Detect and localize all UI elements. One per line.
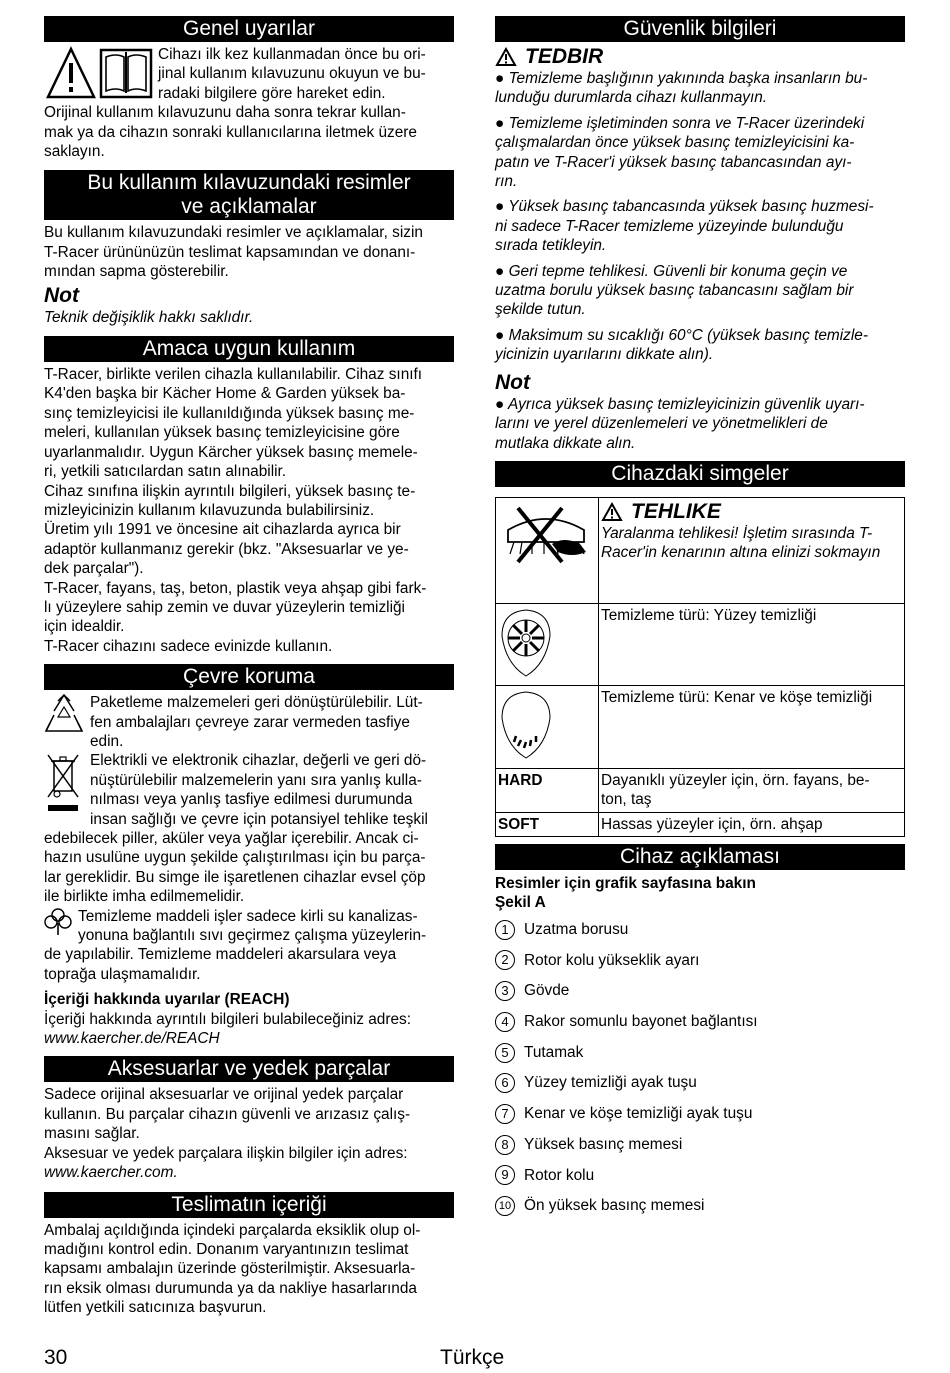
text-line: Elektrikli ve elektronik cihazlar, değerli ve geri dö- bbox=[90, 752, 427, 770]
text-line: lı yüzeylere sahip zemin ve duvar yüzeylerin temizliği bbox=[44, 598, 405, 616]
warning-triangle-book-icon bbox=[44, 45, 154, 101]
recycle-notice bbox=[44, 693, 454, 751]
crossed-bin-icon bbox=[44, 751, 84, 817]
text-line: radaki bilgilere göre hareket edin. bbox=[158, 84, 386, 102]
text-line: Dayanıklı yüzeyler için, örn. fayans, be- bbox=[601, 771, 870, 789]
text-line: edin. bbox=[90, 732, 124, 750]
text-line: çalışmalardan önce yüksek basınç temizleyicisini ka- bbox=[495, 134, 855, 152]
soft-text: Hassas yüzeyler için, örn. ahşap bbox=[599, 812, 905, 836]
text-line: lunduğu durumlarda cihazı kullanmayın. bbox=[495, 89, 768, 107]
section-title-safety: Güvenlik bilgileri bbox=[495, 16, 905, 42]
text-line: mizleyicinizin kullanım kılavuzunda bulabilirsiniz. bbox=[44, 501, 375, 519]
reach-text: İçeriği hakkında ayrıntılı bilgileri bulabileceğiniz adres: bbox=[44, 1010, 412, 1028]
title-line: ve açıklamalar bbox=[181, 195, 317, 219]
section-title-intended-use: Amaca uygun kullanım bbox=[44, 336, 454, 362]
section-title-device-symbols: Cihazdaki simgeler bbox=[495, 461, 905, 487]
table-row bbox=[496, 497, 905, 603]
text-line: ● Temizleme başlığının yakınında başka insanların bu- bbox=[495, 70, 868, 87]
danger-label: TEHLIKE bbox=[631, 499, 721, 523]
text-line: sırada tetikleyin. bbox=[495, 237, 607, 255]
item-number: 9 bbox=[495, 1165, 515, 1185]
reach-heading: İçeriği hakkında uyarılar (REACH) bbox=[44, 991, 290, 1009]
text-line: nılması veya yanlış tasfiye edilmesi durumunda bbox=[90, 791, 413, 809]
detergent-notice bbox=[44, 907, 454, 946]
safety-bullet bbox=[495, 262, 905, 320]
text-line: larını ve yerel düzenlemeleri ve yönetmelikleri de bbox=[495, 415, 828, 433]
soft-label: SOFT bbox=[496, 812, 599, 836]
text-line: Cihaz sınıfına ilişkin ayrıntılı bilgileri, yüksek basınç te- bbox=[44, 482, 416, 500]
text-line: Üretim yılı 1991 ve öncesine ait cihazlarda ayrıca bir bbox=[44, 521, 401, 539]
item-number: 2 bbox=[495, 950, 515, 970]
text-line: Ambalaj açıldığında içindeki parçalarda eksiklik olup ol- bbox=[44, 1221, 421, 1239]
text-line: ni sadece T-Racer temizleme yüzeyinde bulunduğu bbox=[495, 217, 844, 235]
item-label: Gövde bbox=[524, 982, 570, 1000]
text-line: Orijinal kullanım kılavuzunu daha sonra tekrar kullan- bbox=[44, 104, 406, 122]
text-line: fen ambalajları çevreye zarar vermeden tasfiye bbox=[90, 713, 410, 731]
item-label: Yüksek basınç memesi bbox=[524, 1135, 683, 1153]
text-line: Paketleme malzemeleri geri dönüştürülebilir. Lüt- bbox=[90, 694, 423, 712]
text-line: K4'den başka bir Kächer Home & Garden yüksek ba- bbox=[44, 385, 406, 403]
text-line: Aksesuar ve yedek parçalara ilişkin bilgiler için adres: bbox=[44, 1144, 408, 1162]
text-line: ile birlikte imha edilmemelidir. bbox=[44, 888, 245, 906]
text-line: uyarlanmalıdır. Uygun Kärcher yüksek basınç memele- bbox=[44, 443, 418, 461]
item-label: Rotor kolu bbox=[524, 1166, 595, 1184]
edge-cleaning-pictogram-cell bbox=[496, 686, 599, 768]
text-line: kullanın. Bu parçalar cihazın güvenli ve arızasız çalış- bbox=[44, 1105, 411, 1123]
text-line: T-Racer ürününüzün teslimat kapsamından ve donanı- bbox=[44, 243, 416, 261]
warning-and-manual-icons bbox=[44, 45, 158, 103]
note-text: Teknik değişiklik hakkı saklıdır. bbox=[44, 308, 254, 326]
text-line: mından sapma gösterebilir. bbox=[44, 263, 229, 281]
surface-cleaning-pictogram-cell bbox=[496, 603, 599, 685]
detergent-icon-box bbox=[44, 907, 78, 946]
text-line: sınç temizleyicisi ile kullanıldığında yüksek basınç me- bbox=[44, 404, 415, 422]
text-line: kapsamı ambalajın üzerinde gösterilmiştir. Aksesuarla- bbox=[44, 1260, 416, 1278]
text-line: ● Temizleme işletiminden sonra ve T-Racer üzerindeki bbox=[495, 114, 865, 132]
item-label: Uzatma borusu bbox=[524, 921, 629, 939]
section-title-scope-of-delivery: Teslimatın içeriği bbox=[44, 1192, 454, 1218]
list-item bbox=[495, 1043, 905, 1063]
caution-label: TEDBIR bbox=[525, 45, 604, 68]
language-label: Türkçe bbox=[440, 1346, 505, 1369]
item-label: Ön yüksek basınç memesi bbox=[524, 1197, 705, 1215]
table-row bbox=[496, 603, 905, 685]
danger-pictogram-cell bbox=[496, 497, 599, 603]
note-bullet bbox=[495, 395, 905, 453]
text-line: jinal kullanım kılavuzunu okuyun ve bu- bbox=[158, 65, 426, 83]
item-number: 10 bbox=[495, 1196, 515, 1216]
right-column bbox=[495, 16, 905, 1227]
text-line: ton, taş bbox=[601, 791, 652, 809]
text-line: rın. bbox=[495, 173, 518, 191]
section-title-pictures bbox=[44, 170, 454, 220]
warning-triangle-icon bbox=[601, 502, 623, 522]
table-row bbox=[496, 686, 905, 768]
text-line: Sadece orijinal aksesuarlar ve orijinal yedek parçalar bbox=[44, 1086, 404, 1104]
text-line: uzatma borulu yüksek basınç tabancasını sağlam bir bbox=[495, 282, 854, 300]
section-title-environment: Çevre koruma bbox=[44, 664, 454, 690]
text-line: insan sağlığı ve çevre için potansiyel tehlike teşkil bbox=[90, 810, 428, 828]
text-line: rın eksik olması durumunda ya da nakliye hasarlarında bbox=[44, 1279, 417, 1297]
item-number: 5 bbox=[495, 1043, 515, 1063]
title-line: Bu kullanım kılavuzundaki resimler bbox=[87, 171, 411, 195]
note-heading: Not bbox=[44, 283, 79, 307]
safety-bullet bbox=[495, 69, 905, 108]
section-title-accessories: Aksesuarlar ve yedek parçalar bbox=[44, 1056, 454, 1082]
recycle-icon-box bbox=[44, 693, 90, 751]
text-line: için idealdir. bbox=[44, 618, 125, 636]
page-number: 30 bbox=[44, 1346, 68, 1369]
weee-icon-box bbox=[44, 751, 90, 829]
text-line: dek parçalar"). bbox=[44, 560, 144, 578]
text-line: yicinizin uyarılarını dikkate alın). bbox=[495, 346, 714, 364]
item-label: Yüzey temizliği ayak tuşu bbox=[524, 1074, 697, 1092]
list-item bbox=[495, 920, 905, 940]
text-line: adaptör kullanmanız gerekir (bkz. "Aksesuarlar ve ye- bbox=[44, 540, 409, 558]
item-number: 7 bbox=[495, 1104, 515, 1124]
reach-link[interactable]: www.kaercher.de/REACH bbox=[44, 1030, 220, 1048]
edge-cleaning-icon bbox=[498, 688, 554, 760]
text-line: ● Yüksek basınç tabancasında yüksek basınç huzmesi- bbox=[495, 198, 874, 216]
item-number: 8 bbox=[495, 1135, 515, 1155]
hard-text-cell bbox=[599, 768, 905, 812]
text-line: Bu kullanım kılavuzundaki resimler ve açıklamalar, sizin bbox=[44, 224, 423, 242]
text-line: T-Racer, fayans, taş, beton, plastik veya ahşap gibi fark- bbox=[44, 579, 427, 597]
text-line: de yapılabilir. Temizleme maddeleri akarsulara veya bbox=[44, 946, 397, 964]
text-line: ri, yetkili satıcılardan satın alınabilir. bbox=[44, 463, 287, 481]
item-label: Rakor somunlu bayonet bağlantısı bbox=[524, 1013, 758, 1031]
list-item bbox=[495, 1196, 905, 1216]
weee-notice bbox=[44, 751, 454, 829]
parts-list bbox=[495, 920, 905, 1216]
text-line: Cihazı ilk kez kullanmadan önce bu ori- bbox=[158, 46, 426, 63]
text-line: yonuna bağlantılı sıvı geçirmez çalışma yüzeylerin- bbox=[78, 927, 427, 945]
text-line: ● Ayrıca yüksek basınç temizleyicinizin güvenlik uyarı- bbox=[495, 395, 865, 413]
text-line: lütfen yetkili satıcınıza başvurun. bbox=[44, 1299, 267, 1317]
text-line: nüştürülebilir malzemelerin yanı sıra yanlış kulla- bbox=[90, 771, 422, 789]
list-item bbox=[495, 1012, 905, 1032]
text-line: toprağa ulaşmamalıdır. bbox=[44, 965, 201, 983]
list-item bbox=[495, 1135, 905, 1155]
item-number: 6 bbox=[495, 1073, 515, 1093]
table-row bbox=[496, 768, 905, 812]
figure-label: Şekil A bbox=[495, 894, 546, 912]
text-line: mutlaka dikkate alın. bbox=[495, 434, 636, 452]
text-line: şekilde tutun. bbox=[495, 301, 586, 319]
text-line: madığını kontrol edin. Donanım varyantınızın teslimat bbox=[44, 1240, 409, 1258]
text-line: saklayın. bbox=[44, 143, 105, 161]
accessories-link[interactable]: www.kaercher.com. bbox=[44, 1164, 178, 1182]
surface-cleaning-text: Temizleme türü: Yüzey temizliği bbox=[599, 603, 905, 685]
text-line: mak ya da cihazın sonraki kullanıcılarına iletmek üzere bbox=[44, 123, 417, 141]
danger-heading bbox=[601, 500, 902, 524]
section-title-device-description: Cihaz açıklaması bbox=[495, 844, 905, 870]
note-heading: Not bbox=[495, 370, 530, 394]
item-label: Tutamak bbox=[524, 1043, 584, 1061]
text-line: T-Racer cihazını sadece evinizde kullanın. bbox=[44, 637, 333, 655]
general-warnings-intro bbox=[44, 45, 454, 103]
text-line: T-Racer, birlikte verilen cihazla kullanılabilir. Cihaz sınıfı bbox=[44, 366, 423, 384]
recycle-icon bbox=[44, 693, 84, 737]
text-line: Temizleme maddeli işler sadece kirli su kanalizas- bbox=[78, 907, 418, 925]
safety-bullet bbox=[495, 326, 905, 365]
text-line: Yaralanma tehlikesi! İşletim sırasında T- bbox=[601, 524, 873, 542]
safety-bullet bbox=[495, 114, 905, 192]
danger-text-cell bbox=[599, 497, 905, 603]
item-number: 3 bbox=[495, 981, 515, 1001]
list-item bbox=[495, 1104, 905, 1124]
text-line: masını sağlar. bbox=[44, 1125, 140, 1143]
surface-cleaning-icon bbox=[498, 606, 554, 678]
text-line: ● Maksimum su sıcaklığı 60°C (yüksek basınç temizle- bbox=[495, 326, 868, 344]
text-line: hazın usulüne uygun şekilde çalıştırılması için bu parça- bbox=[44, 849, 426, 867]
edge-cleaning-text: Temizleme türü: Kenar ve köşe temizliği bbox=[599, 686, 905, 768]
list-item bbox=[495, 1165, 905, 1185]
item-label: Kenar ve köşe temizliği ayak tuşu bbox=[524, 1105, 753, 1123]
item-number: 1 bbox=[495, 920, 515, 940]
item-number: 4 bbox=[495, 1012, 515, 1032]
symbols-table bbox=[495, 497, 905, 837]
tree-icon bbox=[44, 907, 72, 937]
text-line: ● Geri tepme tehlikesi. Güvenli bir konuma geçin ve bbox=[495, 262, 848, 280]
item-label: Rotor kolu yükseklik ayarı bbox=[524, 951, 700, 969]
text-line: edebilecek piller, aküler veya yağlar içerebilir. Ancak ci- bbox=[44, 830, 419, 847]
safety-bullet bbox=[495, 197, 905, 255]
figure-reference: Resimler için grafik sayfasına bakın bbox=[495, 874, 756, 892]
list-item bbox=[495, 1073, 905, 1093]
hard-label: HARD bbox=[496, 768, 599, 812]
text-line: Racer'in kenarının altına elinizi sokmayın bbox=[601, 544, 881, 562]
left-column bbox=[44, 16, 454, 1318]
list-item bbox=[495, 981, 905, 1001]
text-line: meleri, kullanılan yüksek basınç temizleyicisine göre bbox=[44, 424, 400, 442]
text-line: lar gereklidir. Bu simge ile işaretlenen cihazlar evsel çöp bbox=[44, 868, 426, 886]
list-item bbox=[495, 950, 905, 970]
table-row bbox=[496, 812, 905, 836]
no-hand-under-icon bbox=[498, 500, 594, 566]
section-title-general-warnings: Genel uyarılar bbox=[44, 16, 454, 42]
text-line: patın ve T-Racer'i yüksek basınç tabancasından ayı- bbox=[495, 153, 852, 171]
warning-triangle-icon bbox=[495, 47, 517, 67]
caution-heading bbox=[495, 45, 905, 69]
